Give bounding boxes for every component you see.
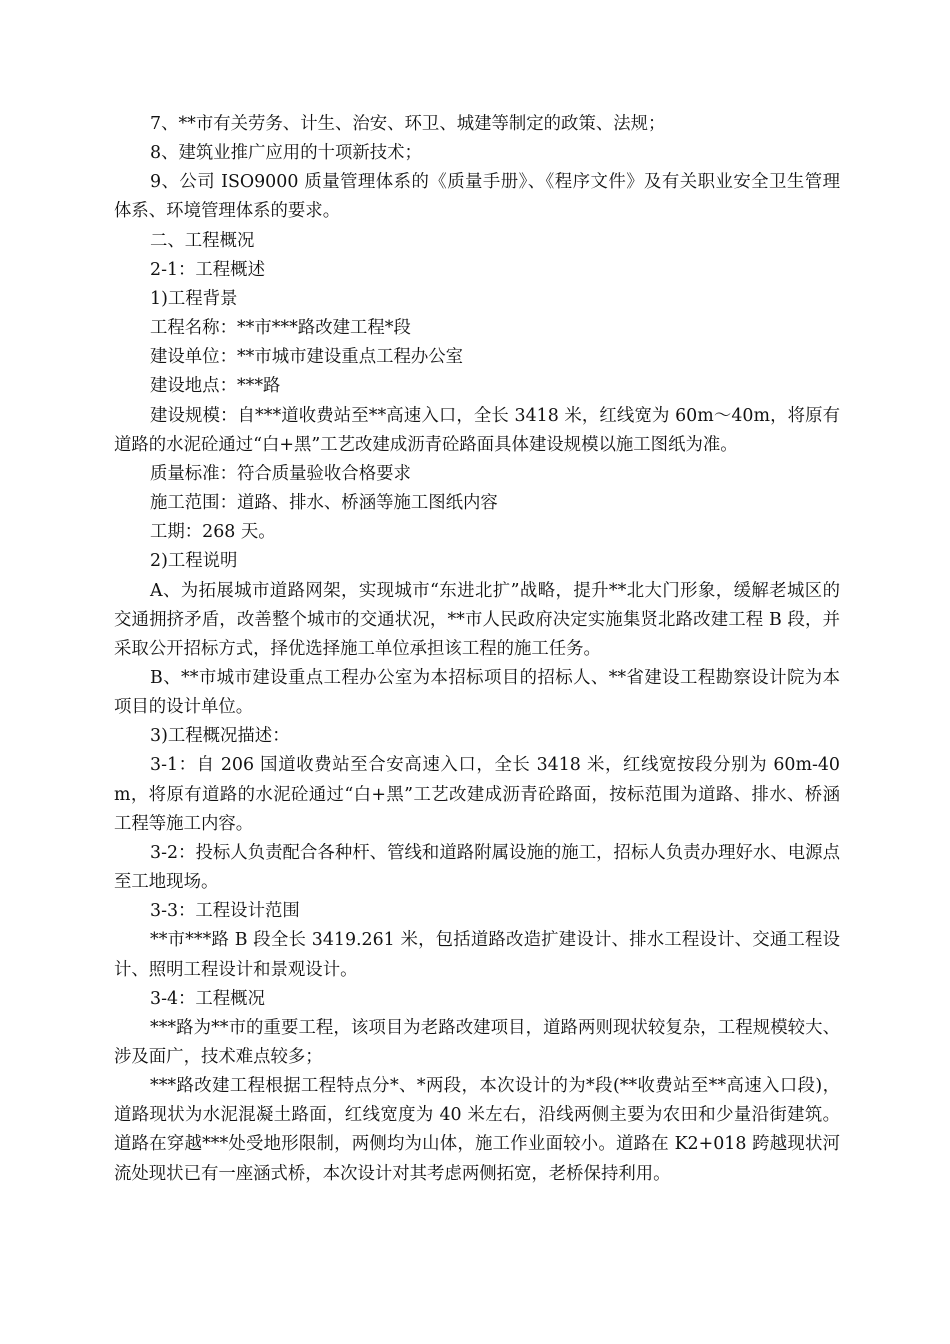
paragraph-item-8-new-technologies: 8、建筑业推广应用的十项新技术； (150, 143, 422, 164)
field-construction-scope: 施工范围：道路、排水、桥涵等施工图纸内容 (150, 493, 498, 514)
field-construction-unit: 建设单位：**市城市建设重点工程办公室 (150, 347, 464, 368)
paragraph-description-a: A、为拓展城市道路网架，实现城市“东进北扩”战略，提升**北大门形象，缓解老城区的交通拥挤矛盾，改善整个城市的交通状况，**市人民政府决定实施集贤北路改建工程 B 段，并采取公开招标方式，择优选择施工单位承担该工程的施工任务。 (114, 580, 840, 659)
field-construction-scale: 建设规模：自***道收费站至**高速入口，全长 3418 米，红线宽为 60m～40m，将原有道路的水泥砼通过“白+黑”工艺改建成沥青砼路面具体建设规模以施工图纸为准。 (114, 405, 840, 455)
paragraph-design-scope: **市***路 B 段全长 3419.261 米，包括道路改造扩建设计、排水工程设计、交通工程设计、照明工程设计和景观设计。 (114, 930, 840, 980)
subheading-3-4-overview: 3-4：工程概况 (150, 988, 265, 1009)
paragraph-3-2: 3-2：投标人负责配合各种杆、管线和道路附属设施的施工，招标人负责办理好水、电源点至工地现场。 (114, 842, 840, 893)
field-project-name: 工程名称：**市***路改建工程*段 (150, 318, 411, 339)
paragraph-description-b: B、**市城市建设重点工程办公室为本招标项目的招标人、**省建设工程勘察设计院为本项目的设计单位。 (114, 667, 840, 718)
paragraph-item-7-labor-policy: 7、**市有关劳务、计生、治安、环卫、城建等制定的政策、法规； (150, 114, 666, 134)
subheading-3-3-design-scope: 3-3：工程设计范围 (150, 901, 300, 922)
subheading-project-description: 2)工程说明 (150, 551, 238, 572)
section-heading-project-overview: 二、工程概况 (150, 230, 255, 251)
paragraph-3-1: 3-1：自 206 国道收费站至合安高速入口，全长 3418 米，红线宽按段分别为 60m-40m，将原有道路的水泥砼通过“白+黑”工艺改建成沥青砼路面，按标范围为道路、排水、桥涵工程等施工内容。 (114, 755, 840, 834)
field-construction-site: 建设地点：***路 (150, 376, 281, 397)
field-quality-standard: 质量标准：符合质量验收合格要求 (150, 463, 411, 484)
subheading-overview-description: 3)工程概况描述： (150, 726, 290, 747)
subheading-project-background: 1)工程背景 (150, 288, 238, 309)
paragraph-road-status: ***路改建工程根据工程特点分*、*两段，本次设计的为*段(**收费站至**高速入口段)，道路现状为水泥混凝土路面，红线宽度为 40 米左右，沿线两侧主要为农田和少量沿街建筑。道路在穿越***处受地形限制，两侧均为山体，施工作业面较小。道路在 K2+018 跨越现状河流处现状已有一座涵式桥，本次设计对其考虑两侧拓宽，老桥保持利用。 (114, 1076, 840, 1184)
subsection-heading-2-1: 2-1：工程概述 (150, 259, 265, 280)
paragraph-importance: ***路为**市的重要工程，该项目为老路改建项目，道路两则现状较复杂，工程规模较大、涉及面广，技术难点较多； (114, 1017, 840, 1067)
paragraph-item-9-iso9000: 9、公司 ISO9000 质量管理体系的《质量手册》、《程序文件》及有关职业安全卫生管理体系、环境管理体系的要求。 (114, 172, 840, 222)
field-duration: 工期：268 天。 (150, 522, 276, 543)
document-body (114, 110, 840, 1189)
